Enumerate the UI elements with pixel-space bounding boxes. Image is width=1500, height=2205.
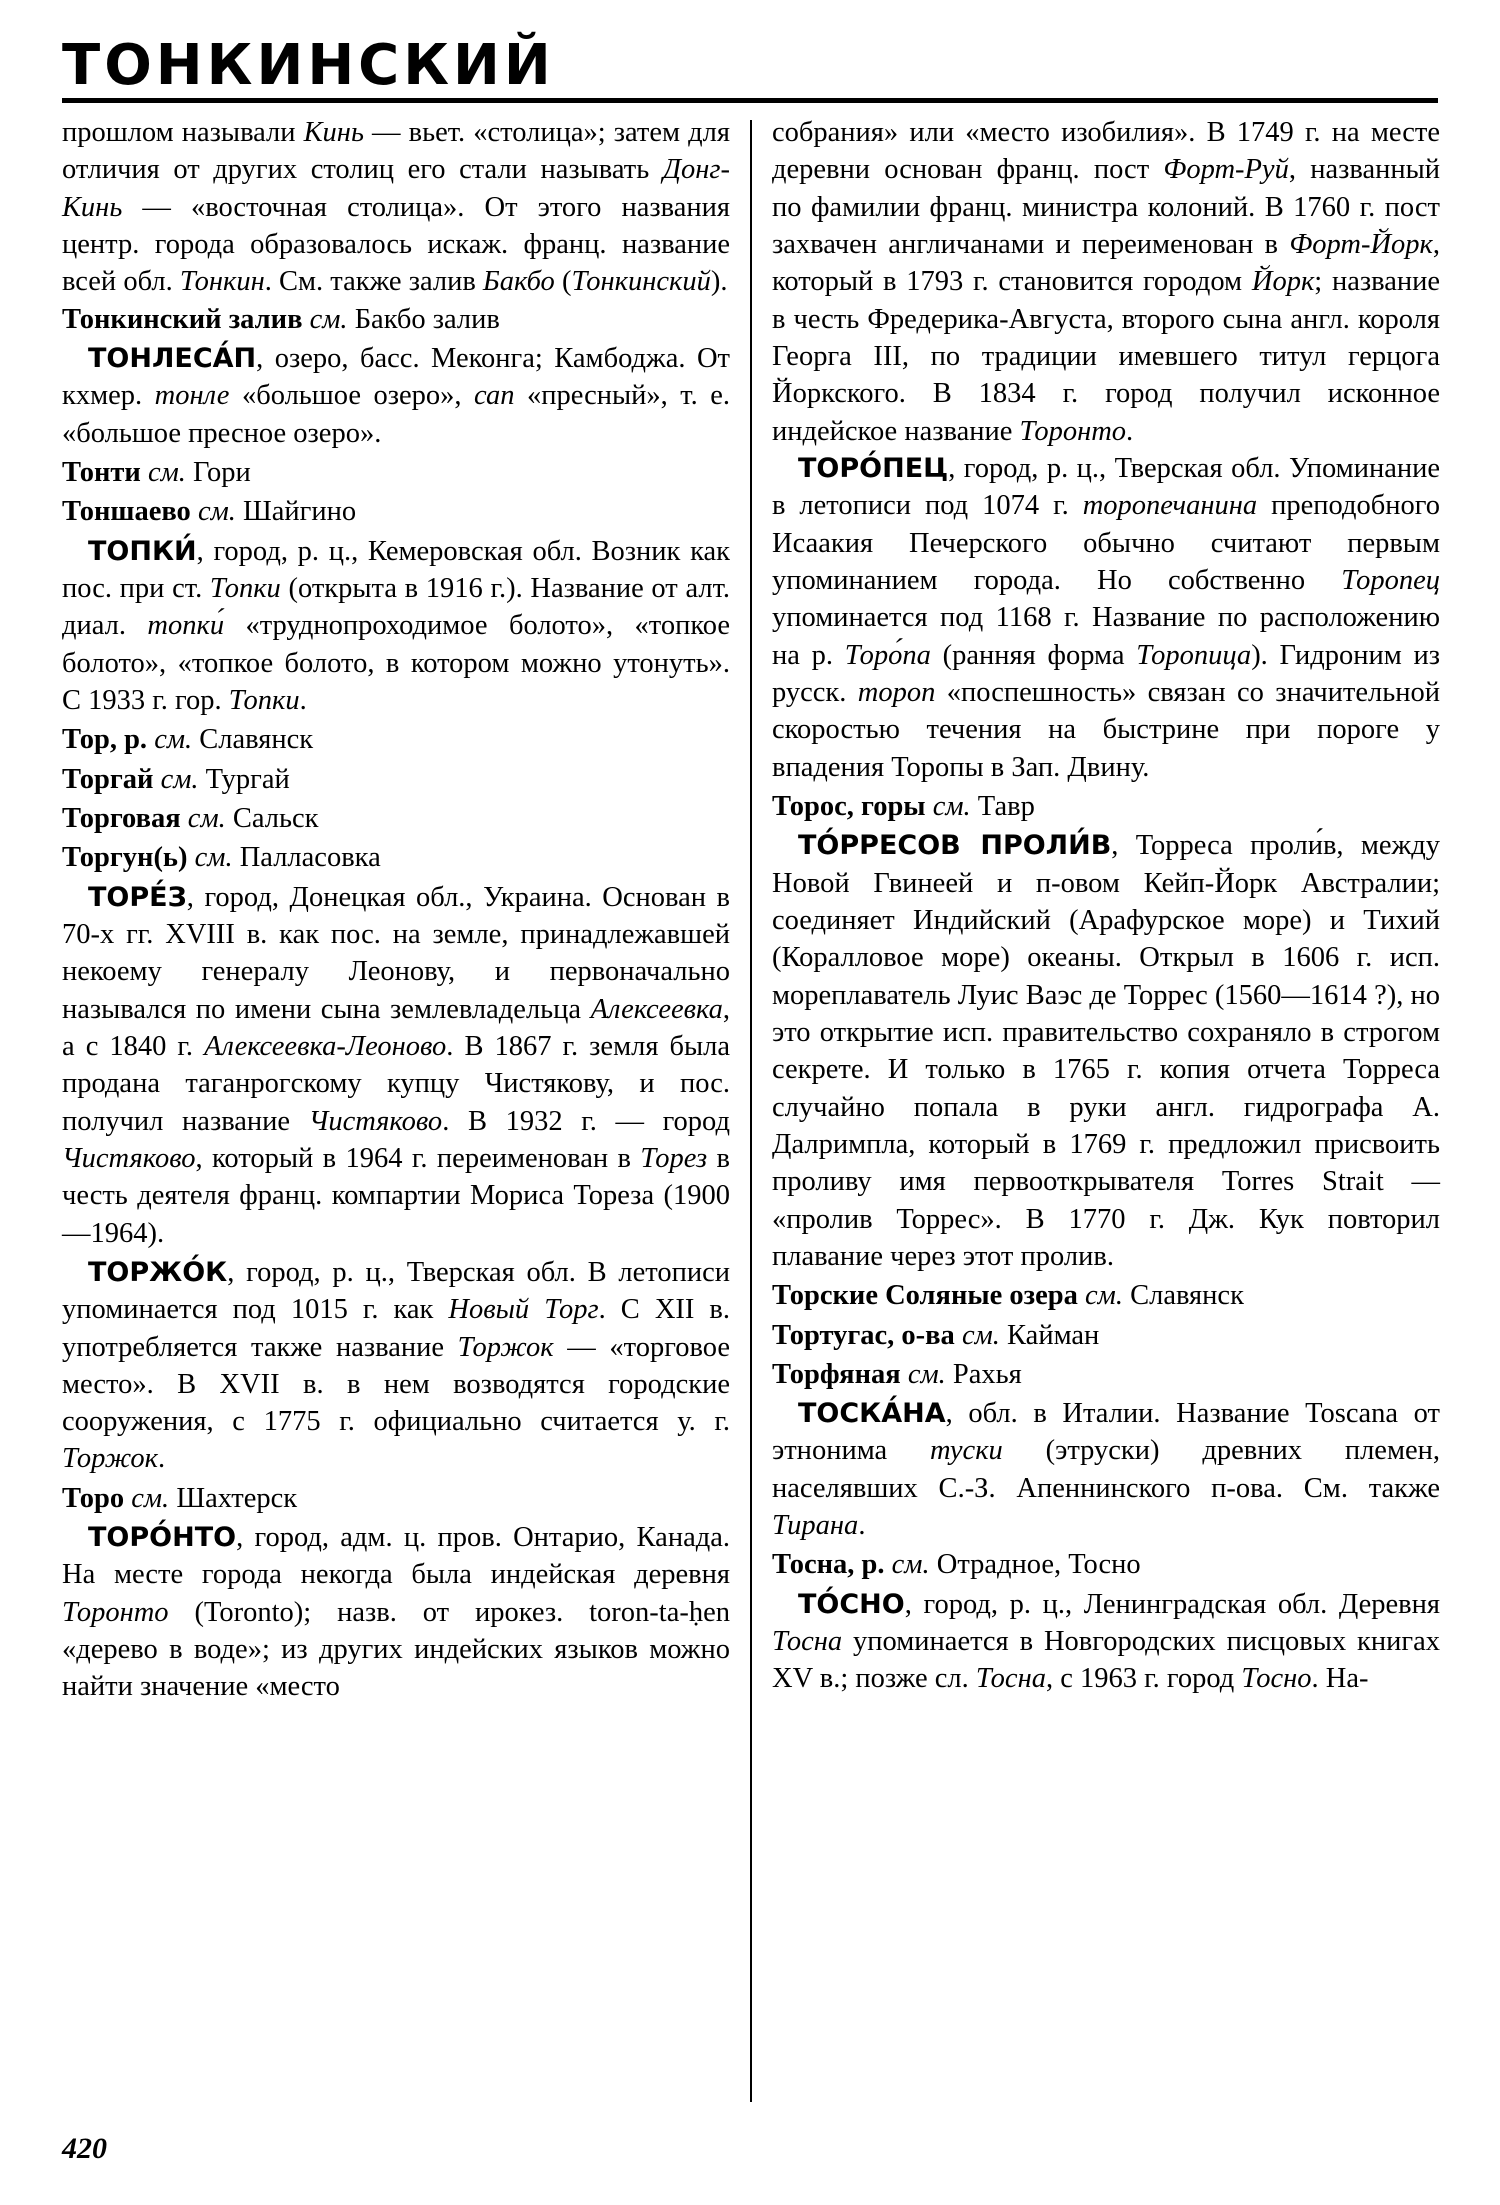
page-number: 420 [62,2132,107,2165]
headword: ТОРЕ́З [88,881,187,913]
entry-toskana: ТОСКА́НА, обл. в Италии. Название Toscana от этнонима туски (этруски) древних племен, населявших С.-З. Апеннинского п-ова. См. также Тирана. [772,1398,1441,1542]
headword: ТО́РРЕСОВ ПРОЛИ́В [798,830,1112,862]
xref-tonti: Тонти см. Гори [62,456,251,488]
entry-torez: ТОРЕ́З, город, Донецкая обл., Украина. Основан в 70-х гг. XVIII в. как пос. на земле, принадлежавшей некоему генералу Леонову, и первоначально назывался по имени сына землевладельца Алексеевка, а с 1840 г. Алексеевка-Леоново. В 1867 г. земля была продана таганрогскому купцу Чистякову, и пос. получил название Чистяково. В 1932 г. — город Чистяково, который в 1964 г. переименован в Торез в честь деятеля франц. компартии Мориса Тореза (1900—1964). [62,881,731,1249]
entry-tonlesap: ТОНЛЕСА́П, озеро, басс. Меконга; Камбоджа. От кхмер. тонле «большое озеро», сап «пресный», т. е. «большое пресное озеро». [62,342,731,449]
entry-continuation-toronto: собрания» или «место изобилия». В 1749 г. на месте деревни основан франц. пост Форт-Руй, названный по фамилии франц. министра колоний. В 1760 г. пост захвачен англичанами и переименован в Форт-Йорк, который в 1793 г. становится городом Йорк; название в честь Фредерика-Августа, второго сына англ. короля Георга III, по традиции имевшего титул герцога Йоркского. В 1834 г. город получил исконное индейское название Торонто. [772,117,1441,447]
xref-toros: Торос, горы см. Тавр [772,790,1035,822]
entry-torzhok: ТОРЖО́К, город, р. ц., Тверская обл. В летописи упоминается под 1015 г. как Новый Торг. С XII в. употребляется также название Торжок — «торговое место». В XVII в. в нем возводятся городские сооружения, с 1775 г. официально считается у. г. Торжок. [62,1256,730,1475]
headword: ТОРЖО́К [88,1256,228,1288]
xref-torgai: Торгай см. Тургай [62,763,290,795]
xref-torskie-lakes: Торские Соляные озера см. Славянск [772,1280,1244,1312]
entry-toronto: ТОРО́НТО, город, адм. ц. пров. Онтарио, Канада. На месте города некогда была индейская деревня Торонто (Toronto); назв. от ирокез. toron-ta-ḥen «дерево в воде»; из других индейских языков можно найти значение «место [62,1522,730,1703]
entry-tosno: ТО́СНО, город, р. ц., Ленинградская обл. Деревня Тосна упоминается в Новгородских писцовых книгах XV в.; позже сл. Тосна, с 1963 г. город Тосно. На- [772,1588,1440,1695]
xref-tor: Тор, р. см. Славянск [62,724,314,756]
xref-tonkin-gulf: Тонкинский залив см. Бакбо залив [62,303,500,335]
header-rule [62,98,1438,103]
headword: ТОСКА́НА [798,1398,946,1430]
entry-continuation-kin: прошлом называли Кинь — вьет. «столица»; затем для отличия от других столиц его стали называть Донг-Кинь — «восточная столица». От этого названия центр. города образовалось искаж. франц. название всей обл. Тонкин. См. также залив Бакбо (Тонкинский). [62,117,730,298]
headword: ТОРО́ПЕЦ [798,452,949,484]
xref-torgun: Торгун(ь) см. Палласовка [62,842,381,874]
headword: ТО́СНО [798,1588,905,1620]
running-head: ТОНКИНСКИЙ [62,33,555,98]
entry-toropets: ТОРО́ПЕЦ, город, р. ц., Тверская обл. Упоминание в летописи под 1074 г. торопечанина преподобного Исаакия Печерского обычно считают первым упоминанием города. Но собственно Торопец упоминается под 1168 г. Название по расположению на р. Торо́па (ранняя форма Торопица). Гидроним из русск. тороп «поспешность» связан со значительной скоростью течения на быстрине при пороге у впадения Торопы в Зап. Двину. [772,452,1441,783]
xref-torgovaya: Торговая см. Сальск [62,802,319,834]
xref-toro: Торо см. Шахтерск [62,1482,298,1514]
entry-topki: ТОПКИ́, город, р. ц., Кемеровская обл. Возник как пос. при ст. Топки (открыта в 1916 г.). Название от алт. диал. топки́ «труднопроходимое болото», «топкое болото», «топкое болото, в котором можно утонуть». С 1933 г. гор. Топки. [62,535,731,716]
headword: ТОПКИ́ [88,535,197,567]
xref-torfyanaya: Торфяная см. Рахья [772,1358,1022,1390]
headword: ТОРО́НТО [88,1522,237,1554]
entry-torres-strait: ТО́РРЕСОВ ПРОЛИ́В, Торреса проли́в, между Новой Гвинеей и п-овом Кейп-Йорк Австралии; соединяет Индийский (Арафурское море) и Тихий (Коралловое море) океаны. Открыл в 1606 г. исп. мореплаватель Луис Ваэс де Торрес (1560—1614 ?), но это открытие исп. правительство сохраняло в строгом секрете. И только в 1765 г. копия отчета Торреса случайно попала в руки англ. гидрографа А. Далримпла, который в 1769 г. предложил присвоить проливу имя первооткрывателя Torres Strait — «пролив Торрес». В 1770 г. Дж. Кук повторил плавание через этот пролив. [772,830,1440,1272]
left-column [62,114,730,1708]
xref-tosna: Тосна, р. см. Отрадное, Тосно [772,1549,1141,1581]
xref-tonshaevo: Тоншаево см. Шайгино [62,496,357,528]
headword: ТОНЛЕСА́П [88,342,257,374]
column-divider [750,120,752,2102]
right-column [772,114,1440,1700]
xref-tortugas: Тортугас, о-ва см. Кайман [772,1319,1100,1351]
